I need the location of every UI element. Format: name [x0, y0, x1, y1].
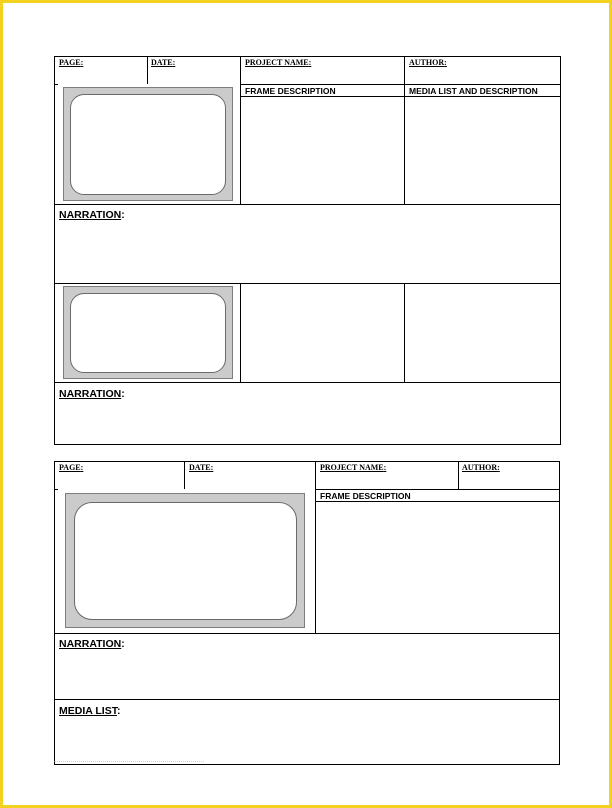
sheet1-page-label: PAGE: [59, 58, 84, 67]
sheet1-frame-1-placeholder [63, 87, 233, 201]
sheet2-date-label: DATE: [189, 463, 214, 472]
sheet1-frame-1-screen [70, 94, 226, 195]
sheet2-header-tick [54, 489, 58, 490]
sheet2-col-divider [315, 461, 316, 633]
sheet1-top-border [54, 56, 561, 57]
sheet1-col-divider-b [404, 56, 405, 205]
sheet1-header-divider [240, 84, 561, 85]
sheet1-col-divider-d [404, 283, 405, 382]
sheet1-frame-2-placeholder [63, 286, 233, 379]
sheet2-left-border [54, 461, 55, 765]
sheet2-top-border [54, 461, 560, 462]
sheet1-page-date-divider [147, 56, 148, 84]
sheet2-frame-description-label: FRAME DESCRIPTION [320, 491, 411, 501]
sheet2-project-name-label: PROJECT NAME: [320, 463, 387, 472]
footer-faint-text [54, 761, 204, 765]
sheet2-frame-placeholder [65, 493, 305, 628]
sheet1-right-border [560, 56, 561, 445]
sheet2-frame-screen [74, 502, 297, 620]
sheet2-page-date-divider [184, 461, 185, 489]
sheet1-row-divider-3 [54, 382, 561, 383]
sheet1-narration-2-label: NARRATION: [59, 388, 125, 400]
sheet1-row-divider-2 [54, 283, 561, 284]
sheet1-bottom-border [54, 444, 561, 445]
sheet2-right-border [559, 461, 560, 765]
sheet1-subheader-divider [240, 96, 561, 97]
sheet1-frame-2-screen [70, 293, 226, 373]
sheet1-media-list-description-label: MEDIA LIST AND DESCRIPTION [409, 86, 538, 96]
sheet2-header-divider [315, 489, 560, 490]
sheet1-narration-1-label: NARRATION: [59, 209, 125, 221]
sheet1-author-label: AUTHOR: [409, 58, 447, 67]
sheet1-col-divider-c [240, 283, 241, 382]
sheet2-narration-label: NARRATION: [59, 638, 125, 650]
sheet1-col-divider-a [240, 56, 241, 205]
sheet2-page-label: PAGE: [59, 463, 84, 472]
sheet2-author-label: AUTHOR: [462, 463, 500, 472]
sheet2-subheader-divider [315, 501, 560, 502]
sheet1-date-label: DATE: [151, 58, 176, 67]
sheet1-project-name-label: PROJECT NAME: [245, 58, 312, 67]
sheet2-row-divider-2 [54, 699, 560, 700]
sheet1-frame-description-label: FRAME DESCRIPTION [245, 86, 336, 96]
sheet2-project-author-divider [458, 461, 459, 489]
sheet1-header-tick [54, 84, 58, 85]
sheet2-row-divider-1 [54, 633, 560, 634]
sheet2-media-list-label: MEDIA LIST: [59, 705, 121, 717]
sheet1-left-border [54, 56, 55, 445]
sheet1-row-divider-1 [54, 204, 561, 205]
